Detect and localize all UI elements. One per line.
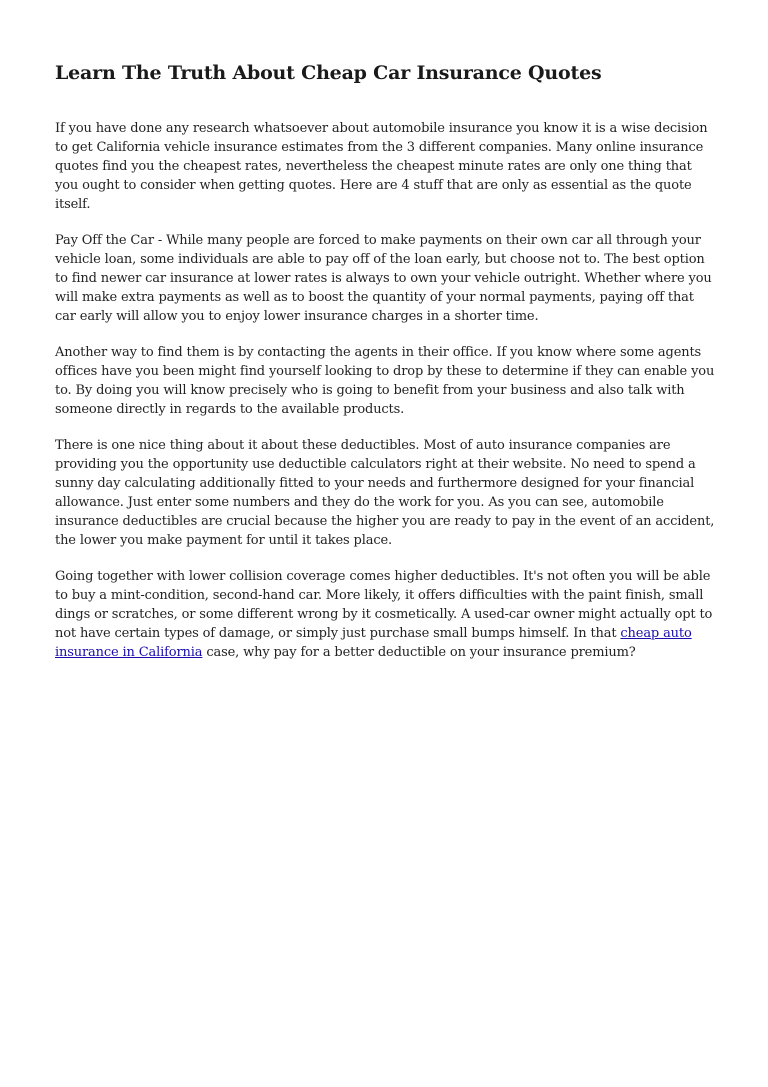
paragraph-collision-coverage — [55, 567, 715, 662]
cheap-auto-insurance-link[interactable]: cheap auto insurance in California — [55, 626, 692, 660]
paragraph-contact-agents: Another way to find them is by contacting the agents in their office. If you know where some agents offices have you been might find yourself looking to drop by these to determine if they can enable you to. By doing you will know precisely who is going to benefit from your business and also talk with someone directly in regards to the available products. — [55, 345, 715, 417]
paragraph-deductibles: There is one nice thing about it about these deductibles. Most of auto insurance companies are providing you the opportunity use deductible calculators right at their website. No need to spend a sunny day calculating additionally fitted to your needs and furthermore designed for your financial allowance. Just enter some numbers and they do the work for you. As you can see, automobile insurance deductibles are crucial because the higher you are ready to pay in the event of an accident, the lower you make payment for until it takes place. — [55, 438, 715, 548]
document-page — [55, 58, 715, 679]
paragraph-intro: If you have done any research whatsoever about automobile insurance you know it is a wise decision to get California vehicle insurance estimates from the 3 different companies. Many online insurance quotes find you the cheapest rates, nevertheless the cheapest minute rates are only one thing that you ought to consider when getting quotes. Here are 4 stuff that are only as essential as the quote itself. — [55, 121, 708, 212]
paragraph-pay-off-car: Pay Off the Car - While many people are forced to make payments on their own car all through your vehicle loan, some individuals are able to pay off of the loan early, but choose not to. The best option to find newer car insurance at lower rates is always to own your vehicle outright. Whether where you will make extra payments as well as to boost the quantity of your normal payments, paying off that car early will allow you to enjoy lower insurance charges in a shorter time. — [55, 233, 712, 324]
paragraph-text-before-link: Going together with lower collision coverage comes higher deductibles. It's not often you will be able to buy a mint-condition, second-hand car. More likely, it offers difficulties with the paint finish, small dings or scratches, or some different wrong by it cosmetically. A used-car owner might actually opt to not have certain types of damage, or simply just purchase small bumps himself. In that — [55, 569, 713, 641]
paragraph-text-after-link: case, why pay for a better deductible on your insurance premium? — [202, 645, 636, 660]
page-title: Learn The Truth About Cheap Car Insurance Quotes — [55, 62, 602, 84]
